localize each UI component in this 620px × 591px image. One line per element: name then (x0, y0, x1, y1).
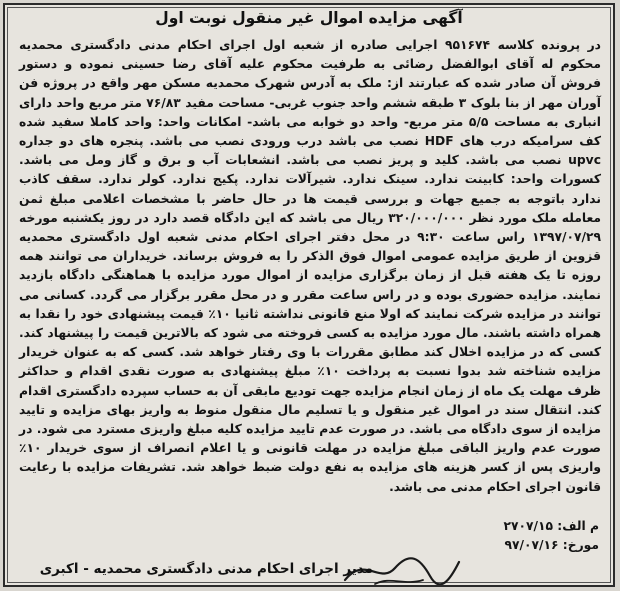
notice-title: آگهی مزایده اموال غیر منقول نوبت اول (155, 9, 463, 27)
reference-number: م الف: ۲۷۰۷/۱۵ (503, 519, 599, 533)
notice-date: مورخ: ۹۷/۰۷/۱۶ (504, 538, 599, 552)
auction-notice (3, 3, 615, 587)
notice-body: در پرونده کلاسه ۹۵۱۶۷۴ اجرایی صادره از شعبه اول اجرای احکام مدنی دادگستری محمدیه محکوم له آقای ابوالفضل رضائی به طرفیت محکوم علیه آقای رضا حسینی نموده و دستور فروش آن صادر شده که عبارتند از: ملک به آدرس شهرک محمدیه مسکن مهر واقع در پروژه فن آوران مهر از بنا بلوک ۳ طبقه ششم واحد جنوب غربی- مساحت مفید ۷۶/۸۳ متر مربع واحد دارای انباری به مساحت ۵/۵ متر مربع- واحد دو خوابه می باشد- امکانات واحد: واحد کاملا سفید شده کف سرامیکه درب های HDF نصب می باشد درب ورودی نصب می باشد. پنجره های دو جداره upvc نصب می باشد. کلید و پریز نصب می باشد. انشعابات آب و برق و گاز ومل می باشد. کسورات واحد: کابینت ندارد. سینک ندارد. شیرآلات ندارد. پکیج ندارد. کولر ندارد. سقف کاذب ندارد باتوجه به جمیع جهات و بررسی قیمت ها در حال حاضر با مشخصات اعلامی مبلغ ثمن معامله ملک مورد نظر ۳۲۰/۰۰۰/۰۰۰ ریال می باشد که این دادگاه قصد دارد در روز یکشنبه مورخه ۱۳۹۷/۰۷/۲۹ راس ساعت ۹:۳۰ در محل دفتر اجرای احکام مدنی شعبه اول دادگستری محمدیه قزوین از طریق مزایده عمومی اموال فوق الذکر را به فروش برساند. خریداران می توانند همه روزه تا یک هفته قبل از زمان برگزاری مزایده از اموال مورد مزایده با هماهنگی دادگاه بازدید نمایند. مزایده حضوری بوده و در راس ساعت مقرر و در محل مقرر برگزار می گردد. کسانی می توانند در مزایده شرکت نمایند که اولا منع قانونی نداشته ثانیا ۱۰٪ قیمت پیشنهادی خود را نقدا به همراه داشته باشند. مال مورد مزایده به کسی فروخته می شود که بالاترین قیمت را پیشنهاد کند. کسی که در مزایده اخلال کند مطابق مقررات با وی رفتار خواهد شد. کسی که به عنوان خریدار مزایده شناخته شد بدوا نسبت به پرداخت ۱۰٪ مبلغ پیشنهادی به صورت نقدی اقدام و حداکثر ظرف مهلت یک ماه از زمان انجام مزایده جهت تودیع مابقی آن به حساب سپرده دادگستری اقدام کند. انتقال سند در اموال غیر منقول و یا تسلیم مال منقول منوط به واریز بهای مزایده و تایید مزایده از سوی دادگاه می باشد. در صورت عدم تایید مزایده کلیه مبلغ واریزی مسترد می شود. در صورت عدم واریز الباقی مبلغ مزایده در مهلت قانونی و یا اعلام انصراف از سوی خریدار ۱۰٪ واریزی پس از کسر هزینه های مزایده به نفع دولت ضبط خواهد شد. تشریفات مزایده با رعایت قانون اجرای احکام مدنی می باشد. (19, 38, 602, 494)
signer-line: مدیر اجرای احکام مدنی دادگستری محمدیه - اکبری (39, 561, 373, 577)
